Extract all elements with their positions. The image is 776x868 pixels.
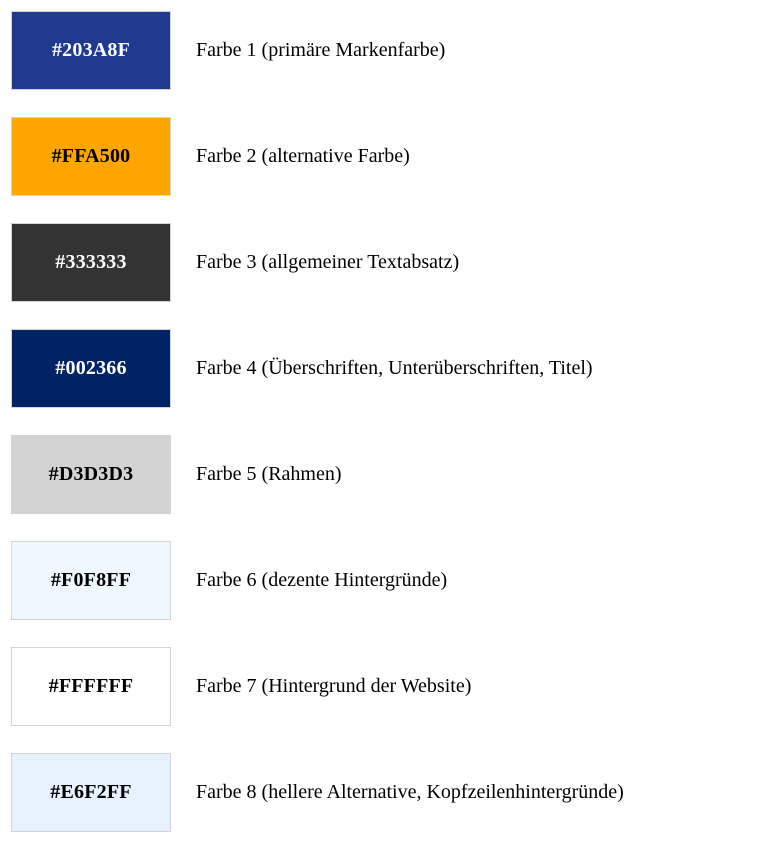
- color-description: Farbe 5 (Rahmen): [196, 463, 342, 485]
- color-description: Farbe 3 (allgemeiner Textabsatz): [196, 251, 460, 273]
- color-swatch: [11, 117, 171, 196]
- swatch-hex-label: #F0F8FF: [50, 569, 132, 591]
- palette-row: [11, 329, 776, 408]
- color-swatch: [11, 647, 171, 726]
- color-swatch: [11, 753, 171, 832]
- swatch-hex-label: #333333: [55, 251, 127, 273]
- palette-row: [11, 647, 776, 726]
- palette-row: [11, 435, 776, 514]
- palette-row: [11, 753, 776, 832]
- color-description: Farbe 8 (hellere Alternative, Kopfzeilenhintergründe): [196, 781, 624, 803]
- palette-row: [11, 223, 776, 302]
- color-swatch: [11, 223, 171, 302]
- color-description: Farbe 6 (dezente Hintergründe): [196, 569, 448, 591]
- color-description: Farbe 2 (alternative Farbe): [196, 145, 410, 167]
- swatch-hex-label: #E6F2FF: [50, 781, 132, 803]
- color-description: Farbe 7 (Hintergrund der Website): [196, 675, 472, 697]
- swatch-hex-label: #203A8F: [51, 39, 131, 61]
- swatch-hex-label: #FFA500: [51, 145, 131, 167]
- color-swatch: [11, 435, 171, 514]
- color-description: Farbe 4 (Überschriften, Unterüberschriften, Titel): [196, 357, 593, 379]
- palette-row: [11, 117, 776, 196]
- palette-row: [11, 541, 776, 620]
- color-swatch: [11, 11, 171, 90]
- swatch-hex-label: #002366: [55, 357, 127, 379]
- color-swatch: [11, 541, 171, 620]
- color-description: Farbe 1 (primäre Markenfarbe): [196, 39, 446, 61]
- swatch-hex-label: #D3D3D3: [48, 463, 134, 485]
- swatch-hex-label: #FFFFFF: [48, 675, 134, 697]
- palette-row: [11, 11, 776, 90]
- color-swatch: [11, 329, 171, 408]
